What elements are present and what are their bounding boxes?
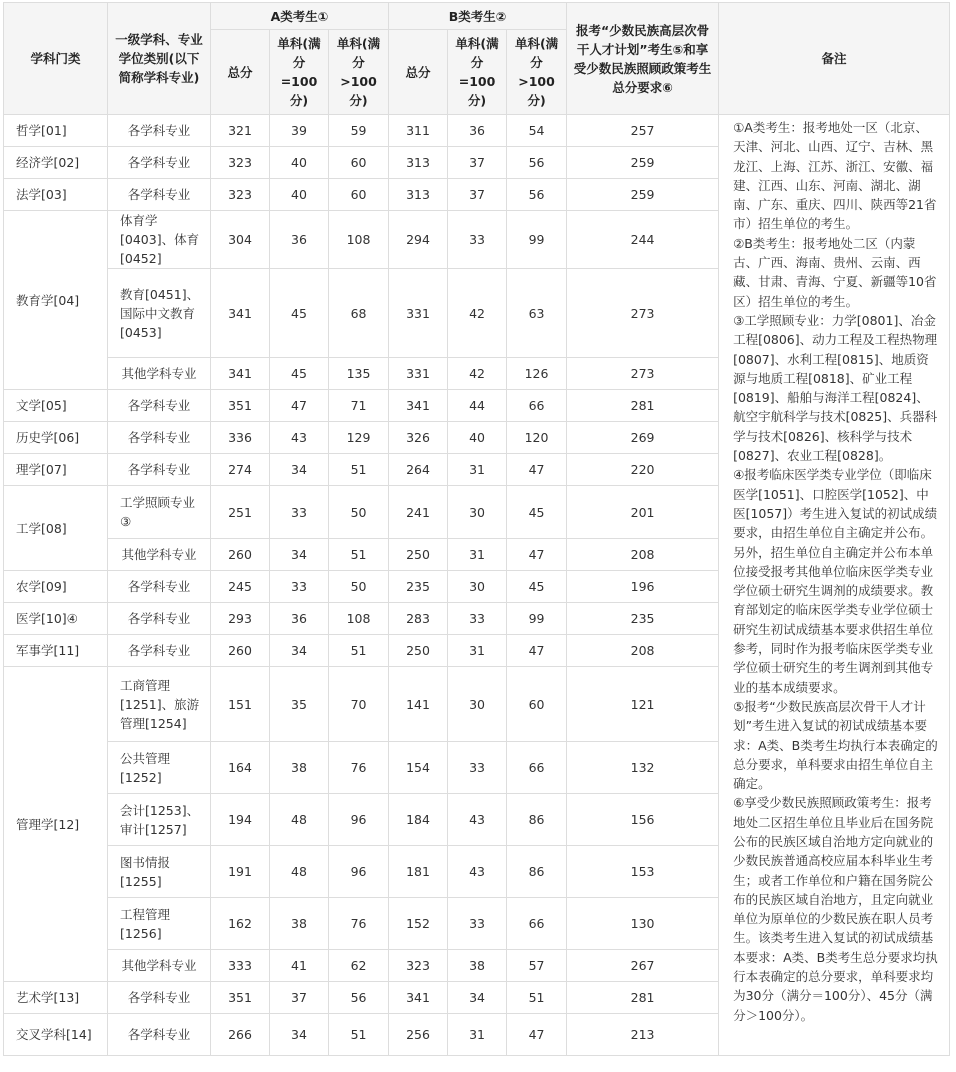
b-single-gt100-cell: 86 [507, 846, 567, 898]
a-single-gt100-cell: 70 [329, 667, 389, 742]
b-single-gt100-cell: 99 [507, 603, 567, 635]
b-single-100-cell: 33 [448, 742, 507, 794]
b-total-cell: 341 [389, 390, 448, 422]
minority-total-cell: 208 [567, 539, 719, 571]
minority-total-cell: 259 [567, 147, 719, 179]
b-single-gt100-cell: 51 [507, 982, 567, 1014]
b-single-gt100-cell: 47 [507, 539, 567, 571]
a-total-cell: 260 [211, 635, 270, 667]
discipline-cell: 各学科专业 [108, 147, 211, 179]
a-total-cell: 321 [211, 115, 270, 147]
discipline-cell: 工学照顾专业③ [108, 486, 211, 539]
a-total-cell: 304 [211, 211, 270, 269]
a-single-100-cell: 36 [270, 211, 329, 269]
a-total-cell: 194 [211, 794, 270, 846]
subject-category-cell: 经济学[02] [4, 147, 108, 179]
a-total-cell: 336 [211, 422, 270, 454]
header-b-total: 总分 [389, 30, 448, 115]
a-single-gt100-cell: 129 [329, 422, 389, 454]
b-total-cell: 181 [389, 846, 448, 898]
b-total-cell: 331 [389, 358, 448, 390]
b-total-cell: 264 [389, 454, 448, 486]
b-total-cell: 294 [389, 211, 448, 269]
discipline-cell: 工商管理[1251]、旅游管理[1254] [108, 667, 211, 742]
b-single-gt100-cell: 45 [507, 571, 567, 603]
header-a-single-gt100: 单科(满分>100分) [329, 30, 389, 115]
discipline-cell: 各学科专业 [108, 115, 211, 147]
subject-category-cell: 工学[08] [4, 486, 108, 571]
subject-category-cell: 文学[05] [4, 390, 108, 422]
discipline-cell: 工程管理[1256] [108, 898, 211, 950]
b-single-100-cell: 33 [448, 898, 507, 950]
a-total-cell: 151 [211, 667, 270, 742]
minority-total-cell: 213 [567, 1014, 719, 1056]
minority-total-cell: 235 [567, 603, 719, 635]
minority-total-cell: 196 [567, 571, 719, 603]
b-single-100-cell: 36 [448, 115, 507, 147]
b-single-100-cell: 30 [448, 486, 507, 539]
b-single-100-cell: 37 [448, 147, 507, 179]
a-single-gt100-cell: 51 [329, 1014, 389, 1056]
a-total-cell: 162 [211, 898, 270, 950]
a-total-cell: 323 [211, 147, 270, 179]
a-total-cell: 351 [211, 390, 270, 422]
b-single-100-cell: 37 [448, 179, 507, 211]
discipline-cell: 各学科专业 [108, 603, 211, 635]
a-single-100-cell: 34 [270, 454, 329, 486]
a-total-cell: 164 [211, 742, 270, 794]
a-single-100-cell: 45 [270, 269, 329, 358]
a-single-gt100-cell: 96 [329, 846, 389, 898]
b-single-gt100-cell: 126 [507, 358, 567, 390]
a-total-cell: 341 [211, 358, 270, 390]
a-single-100-cell: 41 [270, 950, 329, 982]
header-a-total: 总分 [211, 30, 270, 115]
b-total-cell: 331 [389, 269, 448, 358]
b-single-100-cell: 31 [448, 1014, 507, 1056]
b-single-gt100-cell: 47 [507, 454, 567, 486]
a-single-100-cell: 48 [270, 794, 329, 846]
b-single-100-cell: 40 [448, 422, 507, 454]
subject-category-cell: 哲学[01] [4, 115, 108, 147]
a-single-100-cell: 40 [270, 147, 329, 179]
a-total-cell: 351 [211, 982, 270, 1014]
discipline-cell: 体育学[0403]、体育[0452] [108, 211, 211, 269]
a-single-100-cell: 34 [270, 539, 329, 571]
remark-note: ④报考临床医学类专业学位（即临床医学[1051]、口腔医学[1052]、中医[1057]）考生进入复试的初试成绩要求，由招生单位自主确定并公布。另外，招生单位自主确定并公布本单位接受报考其他单位临床医学类专业学位硕士研究生调剂的成绩要求。教育部划定的临床医学类专业学位硕士研究生初试成绩基本要求供招生单位参考，同时作为报考临床医学类专业学位硕士研究生的考生调剂到其他专业的基本成绩要求。 [733, 467, 938, 695]
a-single-gt100-cell: 51 [329, 539, 389, 571]
a-single-100-cell: 48 [270, 846, 329, 898]
subject-category-cell: 法学[03] [4, 179, 108, 211]
b-single-100-cell: 30 [448, 667, 507, 742]
a-single-gt100-cell: 76 [329, 898, 389, 950]
a-total-cell: 191 [211, 846, 270, 898]
a-single-gt100-cell: 108 [329, 211, 389, 269]
b-total-cell: 341 [389, 982, 448, 1014]
b-single-100-cell: 33 [448, 603, 507, 635]
minority-total-cell: 273 [567, 358, 719, 390]
remark-note: ②B类考生：报考地处二区（内蒙古、广西、海南、贵州、云南、西藏、甘肃、青海、宁夏、新疆等10省区）招生单位的考生。 [733, 235, 937, 309]
remark-note: ①A类考生：报考地处一区（北京、天津、河北、山西、辽宁、吉林、黑龙江、上海、江苏、浙江、安徽、福建、江西、山东、河南、湖北、湖南、广东、重庆、四川、陕西等21省市）招生单位的考生。 [733, 120, 937, 232]
minority-total-cell: 121 [567, 667, 719, 742]
minority-total-cell: 208 [567, 635, 719, 667]
b-single-gt100-cell: 66 [507, 898, 567, 950]
b-total-cell: 250 [389, 539, 448, 571]
header-group-b: B类考生② [389, 3, 567, 30]
subject-category-cell: 理学[07] [4, 454, 108, 486]
discipline-cell: 各学科专业 [108, 179, 211, 211]
b-single-100-cell: 34 [448, 982, 507, 1014]
a-single-gt100-cell: 71 [329, 390, 389, 422]
minority-total-cell: 220 [567, 454, 719, 486]
b-single-gt100-cell: 47 [507, 635, 567, 667]
b-single-gt100-cell: 66 [507, 742, 567, 794]
minority-total-cell: 269 [567, 422, 719, 454]
table-body [4, 115, 950, 1056]
b-single-gt100-cell: 57 [507, 950, 567, 982]
a-single-100-cell: 39 [270, 115, 329, 147]
a-total-cell: 323 [211, 179, 270, 211]
b-single-100-cell: 38 [448, 950, 507, 982]
b-total-cell: 141 [389, 667, 448, 742]
header-group-a: A类考生① [211, 3, 389, 30]
remark-note: ⑤报考“少数民族高层次骨干人才计划”考生进入复试的初试成绩基本要求：A类、B类考生均执行本表确定的总分要求，单科要求由招生单位自主确定。 [733, 698, 938, 792]
b-single-gt100-cell: 99 [507, 211, 567, 269]
discipline-cell: 教育[0451]、国际中文教育[0453] [108, 269, 211, 358]
a-single-gt100-cell: 59 [329, 115, 389, 147]
b-single-gt100-cell: 120 [507, 422, 567, 454]
a-single-100-cell: 34 [270, 635, 329, 667]
a-single-100-cell: 33 [270, 486, 329, 539]
discipline-cell: 图书情报[1255] [108, 846, 211, 898]
subject-category-cell: 管理学[12] [4, 667, 108, 982]
b-single-gt100-cell: 86 [507, 794, 567, 846]
b-single-100-cell: 31 [448, 635, 507, 667]
a-single-gt100-cell: 56 [329, 982, 389, 1014]
a-single-100-cell: 38 [270, 898, 329, 950]
a-single-gt100-cell: 96 [329, 794, 389, 846]
a-total-cell: 266 [211, 1014, 270, 1056]
minority-total-cell: 244 [567, 211, 719, 269]
a-single-100-cell: 38 [270, 742, 329, 794]
header-minority: 报考“少数民族高层次骨干人才计划”考生⑤和享受少数民族照顾政策考生总分要求⑥ [567, 3, 719, 115]
minority-total-cell: 156 [567, 794, 719, 846]
header-subject-category: 学科门类 [4, 3, 108, 115]
a-single-gt100-cell: 60 [329, 147, 389, 179]
a-total-cell: 341 [211, 269, 270, 358]
discipline-cell: 其他学科专业 [108, 358, 211, 390]
b-total-cell: 326 [389, 422, 448, 454]
b-total-cell: 311 [389, 115, 448, 147]
b-single-100-cell: 33 [448, 211, 507, 269]
discipline-cell: 各学科专业 [108, 1014, 211, 1056]
b-total-cell: 241 [389, 486, 448, 539]
b-single-gt100-cell: 47 [507, 1014, 567, 1056]
a-single-gt100-cell: 135 [329, 358, 389, 390]
b-single-100-cell: 30 [448, 571, 507, 603]
a-single-gt100-cell: 76 [329, 742, 389, 794]
remarks-cell [719, 115, 950, 1056]
b-single-100-cell: 42 [448, 269, 507, 358]
minority-total-cell: 132 [567, 742, 719, 794]
b-single-gt100-cell: 63 [507, 269, 567, 358]
b-single-gt100-cell: 60 [507, 667, 567, 742]
a-single-gt100-cell: 50 [329, 486, 389, 539]
minority-total-cell: 257 [567, 115, 719, 147]
remark-note: ③工学照顾专业：力学[0801]、冶金工程[0806]、动力工程及工程热物理[0807]、水利工程[0815]、地质资源与地质工程[0818]、矿业工程[0819]、船舶与海洋工程[0824]、航空宇航科学与技术[0825]、兵器科学与技术[0826]、核科学与技术[0827]、农业工程[0828]。 [733, 312, 938, 464]
b-single-gt100-cell: 56 [507, 179, 567, 211]
discipline-cell: 公共管理[1252] [108, 742, 211, 794]
discipline-cell: 各学科专业 [108, 454, 211, 486]
minority-total-cell: 267 [567, 950, 719, 982]
b-total-cell: 313 [389, 147, 448, 179]
b-single-100-cell: 42 [448, 358, 507, 390]
a-single-gt100-cell: 60 [329, 179, 389, 211]
subject-category-cell: 军事学[11] [4, 635, 108, 667]
minority-total-cell: 281 [567, 982, 719, 1014]
a-single-gt100-cell: 51 [329, 454, 389, 486]
discipline-cell: 各学科专业 [108, 635, 211, 667]
a-single-100-cell: 43 [270, 422, 329, 454]
a-single-100-cell: 47 [270, 390, 329, 422]
b-total-cell: 256 [389, 1014, 448, 1056]
discipline-cell: 各学科专业 [108, 571, 211, 603]
header-remarks: 备注 [719, 3, 950, 115]
minority-total-cell: 153 [567, 846, 719, 898]
b-single-gt100-cell: 56 [507, 147, 567, 179]
a-single-gt100-cell: 50 [329, 571, 389, 603]
header-discipline: 一级学科、专业学位类别(以下简称学科专业) [108, 3, 211, 115]
a-single-gt100-cell: 108 [329, 603, 389, 635]
a-total-cell: 251 [211, 486, 270, 539]
b-single-100-cell: 31 [448, 454, 507, 486]
a-total-cell: 293 [211, 603, 270, 635]
subject-category-cell: 农学[09] [4, 571, 108, 603]
minority-total-cell: 259 [567, 179, 719, 211]
a-total-cell: 260 [211, 539, 270, 571]
b-single-gt100-cell: 66 [507, 390, 567, 422]
subject-category-cell: 医学[10]④ [4, 603, 108, 635]
minority-total-cell: 130 [567, 898, 719, 950]
score-table [3, 2, 950, 1056]
discipline-cell: 各学科专业 [108, 422, 211, 454]
a-single-100-cell: 40 [270, 179, 329, 211]
b-single-gt100-cell: 45 [507, 486, 567, 539]
a-single-100-cell: 34 [270, 1014, 329, 1056]
discipline-cell: 其他学科专业 [108, 950, 211, 982]
header-b-single-gt100: 单科(满分>100分) [507, 30, 567, 115]
a-single-100-cell: 37 [270, 982, 329, 1014]
b-total-cell: 313 [389, 179, 448, 211]
subject-category-cell: 艺术学[13] [4, 982, 108, 1014]
b-single-100-cell: 31 [448, 539, 507, 571]
discipline-cell: 各学科专业 [108, 390, 211, 422]
header-b-single-100: 单科(满分=100分) [448, 30, 507, 115]
b-total-cell: 323 [389, 950, 448, 982]
b-single-100-cell: 43 [448, 794, 507, 846]
a-single-100-cell: 33 [270, 571, 329, 603]
b-total-cell: 154 [389, 742, 448, 794]
a-single-100-cell: 35 [270, 667, 329, 742]
b-total-cell: 235 [389, 571, 448, 603]
minority-total-cell: 281 [567, 390, 719, 422]
b-total-cell: 184 [389, 794, 448, 846]
a-single-gt100-cell: 62 [329, 950, 389, 982]
b-single-100-cell: 43 [448, 846, 507, 898]
discipline-cell: 其他学科专业 [108, 539, 211, 571]
header-a-single-100: 单科(满分=100分) [270, 30, 329, 115]
b-single-gt100-cell: 54 [507, 115, 567, 147]
minority-total-cell: 273 [567, 269, 719, 358]
b-single-100-cell: 44 [448, 390, 507, 422]
minority-total-cell: 201 [567, 486, 719, 539]
table-row [4, 115, 950, 147]
b-total-cell: 250 [389, 635, 448, 667]
b-total-cell: 283 [389, 603, 448, 635]
a-total-cell: 274 [211, 454, 270, 486]
b-total-cell: 152 [389, 898, 448, 950]
subject-category-cell: 交叉学科[14] [4, 1014, 108, 1056]
a-single-100-cell: 45 [270, 358, 329, 390]
subject-category-cell: 历史学[06] [4, 422, 108, 454]
subject-category-cell: 教育学[04] [4, 211, 108, 390]
discipline-cell: 各学科专业 [108, 982, 211, 1014]
a-single-gt100-cell: 51 [329, 635, 389, 667]
a-single-100-cell: 36 [270, 603, 329, 635]
a-single-gt100-cell: 68 [329, 269, 389, 358]
discipline-cell: 会计[1253]、审计[1257] [108, 794, 211, 846]
remark-note: ⑥享受少数民族照顾政策考生：报考地处二区招生单位且毕业后在国务院公布的民族区域自治地方定向就业的少数民族普通高校应届本科毕业生考生；或者工作单位和户籍在国务院公布的民族区域自治地方，且定向就业单位为原单位的少数民族在职人员考生。该类考生进入复试的初试成绩基本要求：A类、B类考生总分要求均执行本表确定的总分要求，单科要求均为30分（满分＝100分）、45分（满分＞100分）。 [733, 795, 938, 1023]
a-total-cell: 333 [211, 950, 270, 982]
a-total-cell: 245 [211, 571, 270, 603]
